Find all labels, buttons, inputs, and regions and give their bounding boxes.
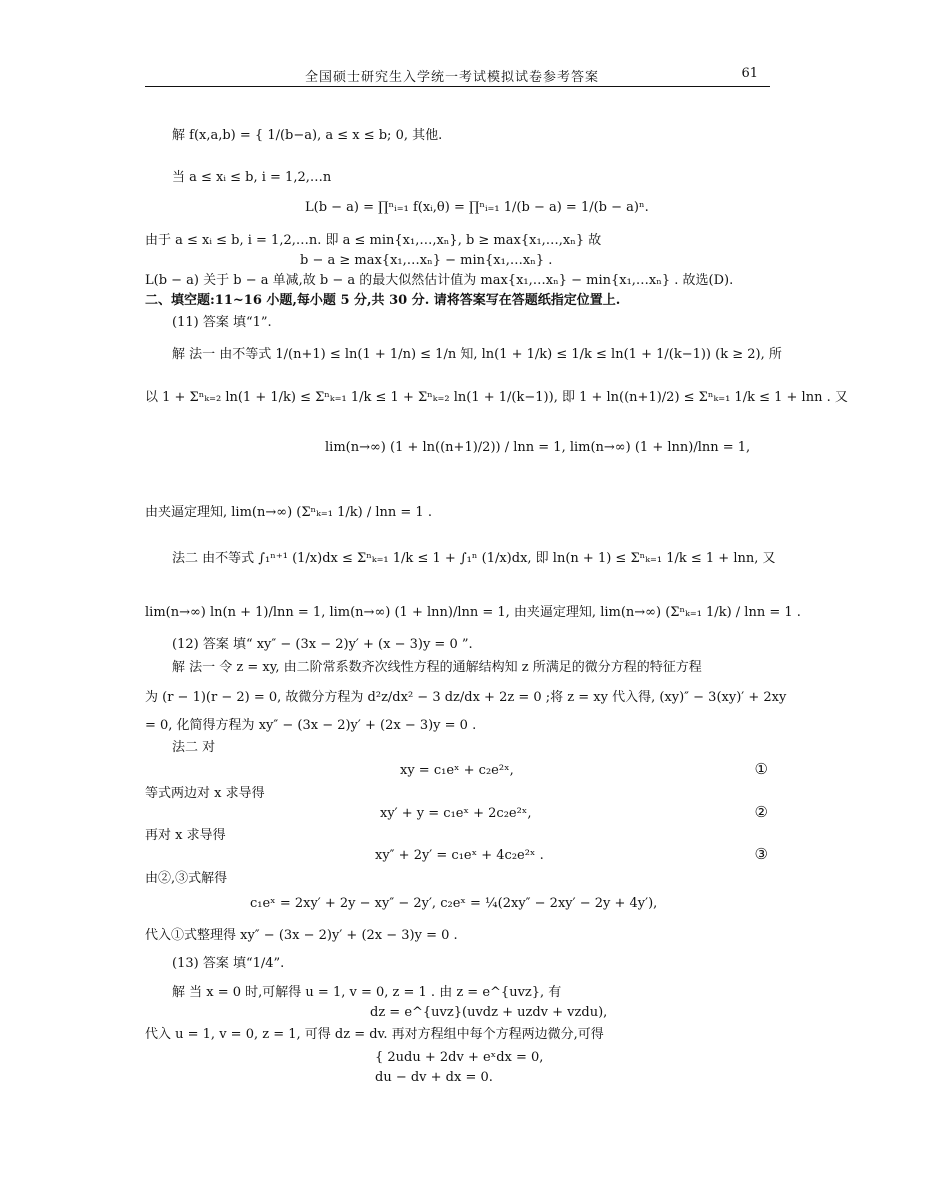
text-line: 为 (r − 1)(r − 2) = 0, 故微分方程为 d²z/dx² − 3 dz/dx + 2z = 0 ;将 z = xy 代入得, (xy)″ − 3(xy)′ + 2xy bbox=[145, 690, 787, 705]
text-line: 由于 a ≤ xᵢ ≤ b, i = 1,2,…n. 即 a ≤ min{x₁,…,xₙ}, b ≥ max{x₁,…,xₙ} 故 bbox=[145, 233, 602, 248]
text-line: L(b − a) = ∏ⁿᵢ₌₁ f(xᵢ,θ) = ∏ⁿᵢ₌₁ 1/(b − a) = 1/(b − a)ⁿ. bbox=[305, 200, 649, 215]
text-line: { 2udu + 2dv + eˣdx = 0, bbox=[375, 1050, 544, 1065]
text-line: 法二 对 bbox=[172, 740, 216, 755]
page-number: 61 bbox=[741, 66, 758, 81]
text-line: lim(n→∞) (1 + ln((n+1)/2)) / lnn = 1, lim(n→∞) (1 + lnn)/lnn = 1, bbox=[325, 440, 751, 455]
page-header bbox=[145, 64, 770, 87]
text-line: lim(n→∞) ln(n + 1)/lnn = 1, lim(n→∞) (1 + lnn)/lnn = 1, 由夹逼定理知, lim(n→∞) (Σⁿₖ₌₁ 1/k) / lnn = 1 . bbox=[145, 605, 801, 620]
text-line: 再对 x 求导得 bbox=[145, 828, 226, 843]
text-line: 代入 u = 1, v = 0, z = 1, 可得 dz = dv. 再对方程组中每个方程两边微分,可得 bbox=[145, 1027, 604, 1042]
text-line: b − a ≥ max{x₁,…xₙ} − min{x₁,…xₙ} . bbox=[300, 253, 553, 268]
text-line: (12) 答案 填“ xy″ − (3x − 2)y′ + (x − 3)y = 0 ”. bbox=[172, 637, 473, 652]
text-line: 解 当 x = 0 时,可解得 u = 1, v = 0, z = 1 . 由 z = e^{uvz}, 有 bbox=[172, 985, 562, 1000]
text-line: 二、填空题:11~16 小题,每小题 5 分,共 30 分. 请将答案写在答题纸指定位置上. bbox=[145, 293, 621, 308]
text-line: 当 a ≤ xᵢ ≤ b, i = 1,2,…n bbox=[172, 170, 332, 185]
text-line: (11) 答案 填“1”. bbox=[172, 315, 272, 330]
header-title: 全国硕士研究生入学统一考试模拟试卷参考答案 bbox=[305, 70, 600, 85]
text-line: 以 1 + Σⁿₖ₌₂ ln(1 + 1/k) ≤ Σⁿₖ₌₁ 1/k ≤ 1 + Σⁿₖ₌₂ ln(1 + 1/(k−1)), 即 1 + ln((n+1)/2) ≤ Σⁿₖ₌₁ 1/k ≤ 1 + lnn . 又 bbox=[145, 390, 848, 405]
text-line: 解 法一 由不等式 1/(n+1) ≤ ln(1 + 1/n) ≤ 1/n 知, ln(1 + 1/k) ≤ 1/k ≤ ln(1 + 1/(k−1)) (k ≥ 2), 所 bbox=[172, 347, 782, 362]
text-line: 解 f(x,a,b) = { 1/(b−a), a ≤ x ≤ b; 0, 其他. bbox=[172, 128, 443, 143]
equation-number: ① bbox=[754, 760, 768, 778]
text-line: 法二 由不等式 ∫₁ⁿ⁺¹ (1/x)dx ≤ Σⁿₖ₌₁ 1/k ≤ 1 + ∫₁ⁿ (1/x)dx, 即 ln(n + 1) ≤ Σⁿₖ₌₁ 1/k ≤ 1 + lnn, 又 bbox=[172, 551, 776, 566]
equation-number: ③ bbox=[754, 845, 768, 863]
text-line: xy″ + 2y′ = c₁eˣ + 4c₂e²ˣ . bbox=[375, 848, 544, 863]
text-line: du − dv + dx = 0. bbox=[375, 1070, 493, 1085]
equation-number: ② bbox=[754, 803, 768, 821]
text-line: c₁eˣ = 2xy′ + 2y − xy″ − 2y′, c₂eˣ = ¼(2xy″ − 2xy′ − 2y + 4y′), bbox=[250, 896, 658, 911]
text-line: (13) 答案 填“1/4”. bbox=[172, 956, 285, 971]
text-line: L(b − a) 关于 b − a 单减,故 b − a 的最大似然估计值为 max{x₁,…xₙ} − min{x₁,…xₙ} . 故选(D). bbox=[145, 273, 734, 288]
text-line: 解 法一 令 z = xy, 由二阶常系数齐次线性方程的通解结构知 z 所满足的微分方程的特征方程 bbox=[172, 660, 702, 675]
text-line: 由夹逼定理知, lim(n→∞) (Σⁿₖ₌₁ 1/k) / lnn = 1 . bbox=[145, 505, 432, 520]
text-line: 由②,③式解得 bbox=[145, 871, 228, 886]
text-line: 代入①式整理得 xy″ − (3x − 2)y′ + (2x − 3)y = 0 . bbox=[145, 928, 458, 943]
text-line: xy′ + y = c₁eˣ + 2c₂e²ˣ, bbox=[380, 806, 532, 821]
text-line: dz = e^{uvz}(uvdz + uzdv + vzdu), bbox=[370, 1005, 608, 1020]
text-line: 等式两边对 x 求导得 bbox=[145, 786, 265, 801]
text-line: = 0, 化简得方程为 xy″ − (3x − 2)y′ + (2x − 3)y = 0 . bbox=[145, 718, 477, 733]
text-line: xy = c₁eˣ + c₂e²ˣ, bbox=[400, 763, 514, 778]
